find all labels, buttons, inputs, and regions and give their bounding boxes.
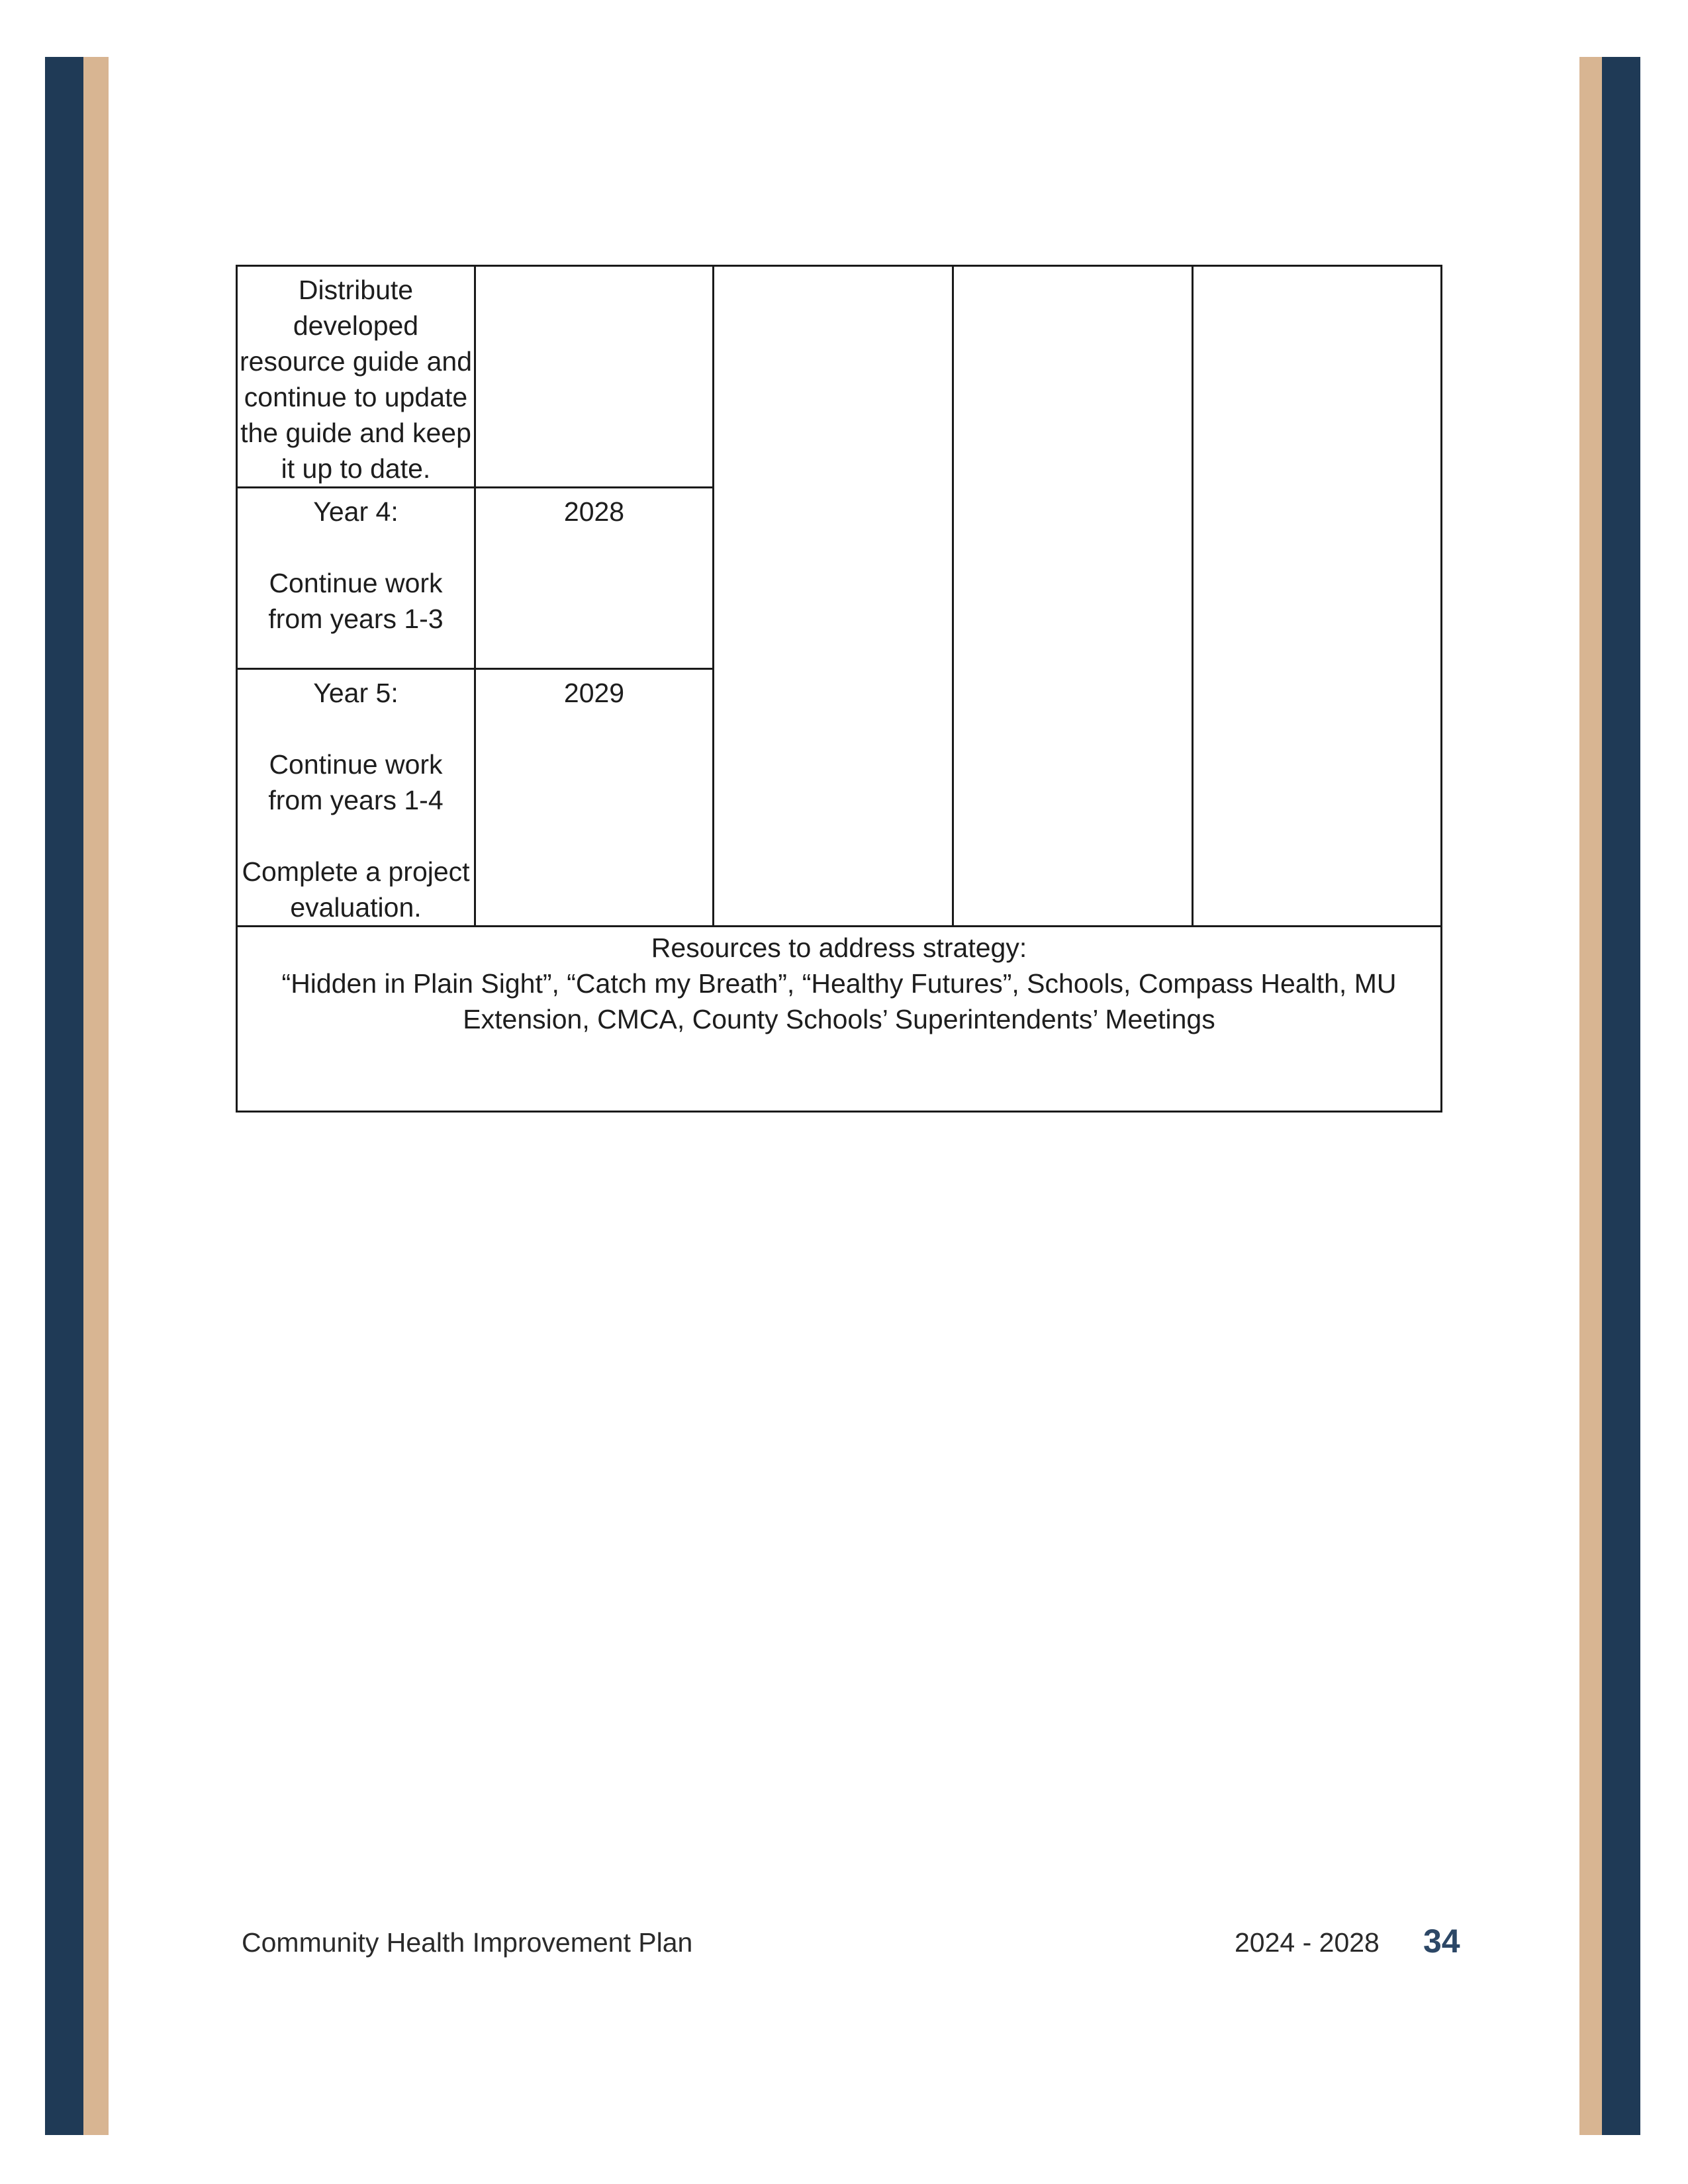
right-tan-stripe — [1579, 57, 1602, 2135]
year-cell: 2029 — [475, 669, 714, 927]
year-cell — [475, 266, 714, 488]
page-number: 34 — [1423, 1923, 1460, 1960]
strategy-table — [236, 265, 1442, 1113]
activity-cell: Year 4: Continue work from years 1-3 — [237, 488, 475, 669]
table-row — [237, 927, 1442, 1112]
empty-cell — [953, 266, 1193, 927]
year-cell: 2028 — [475, 488, 714, 669]
empty-cell — [1193, 266, 1442, 927]
footer-document-title: Community Health Improvement Plan — [242, 1927, 693, 1958]
right-navy-stripe — [1602, 57, 1640, 2135]
table-row — [237, 266, 1442, 488]
left-navy-stripe — [45, 57, 83, 2135]
empty-cell — [714, 266, 953, 927]
resources-cell: Resources to address strategy: “Hidden in Plain Sight”, “Catch my Breath”, “Healthy Futures”, Schools, Compass Health, MU Extension, CMCA, County Schools’ Superintendents’ Meetings — [237, 927, 1442, 1112]
left-tan-stripe — [83, 57, 109, 2135]
activity-cell: Distribute developed resource guide and continue to update the guide and keep it up to date. — [237, 266, 475, 488]
footer-plan-years: 2024 - 2028 — [1235, 1927, 1380, 1958]
activity-cell: Year 5: Continue work from years 1-4 Complete a project evaluation. — [237, 669, 475, 927]
